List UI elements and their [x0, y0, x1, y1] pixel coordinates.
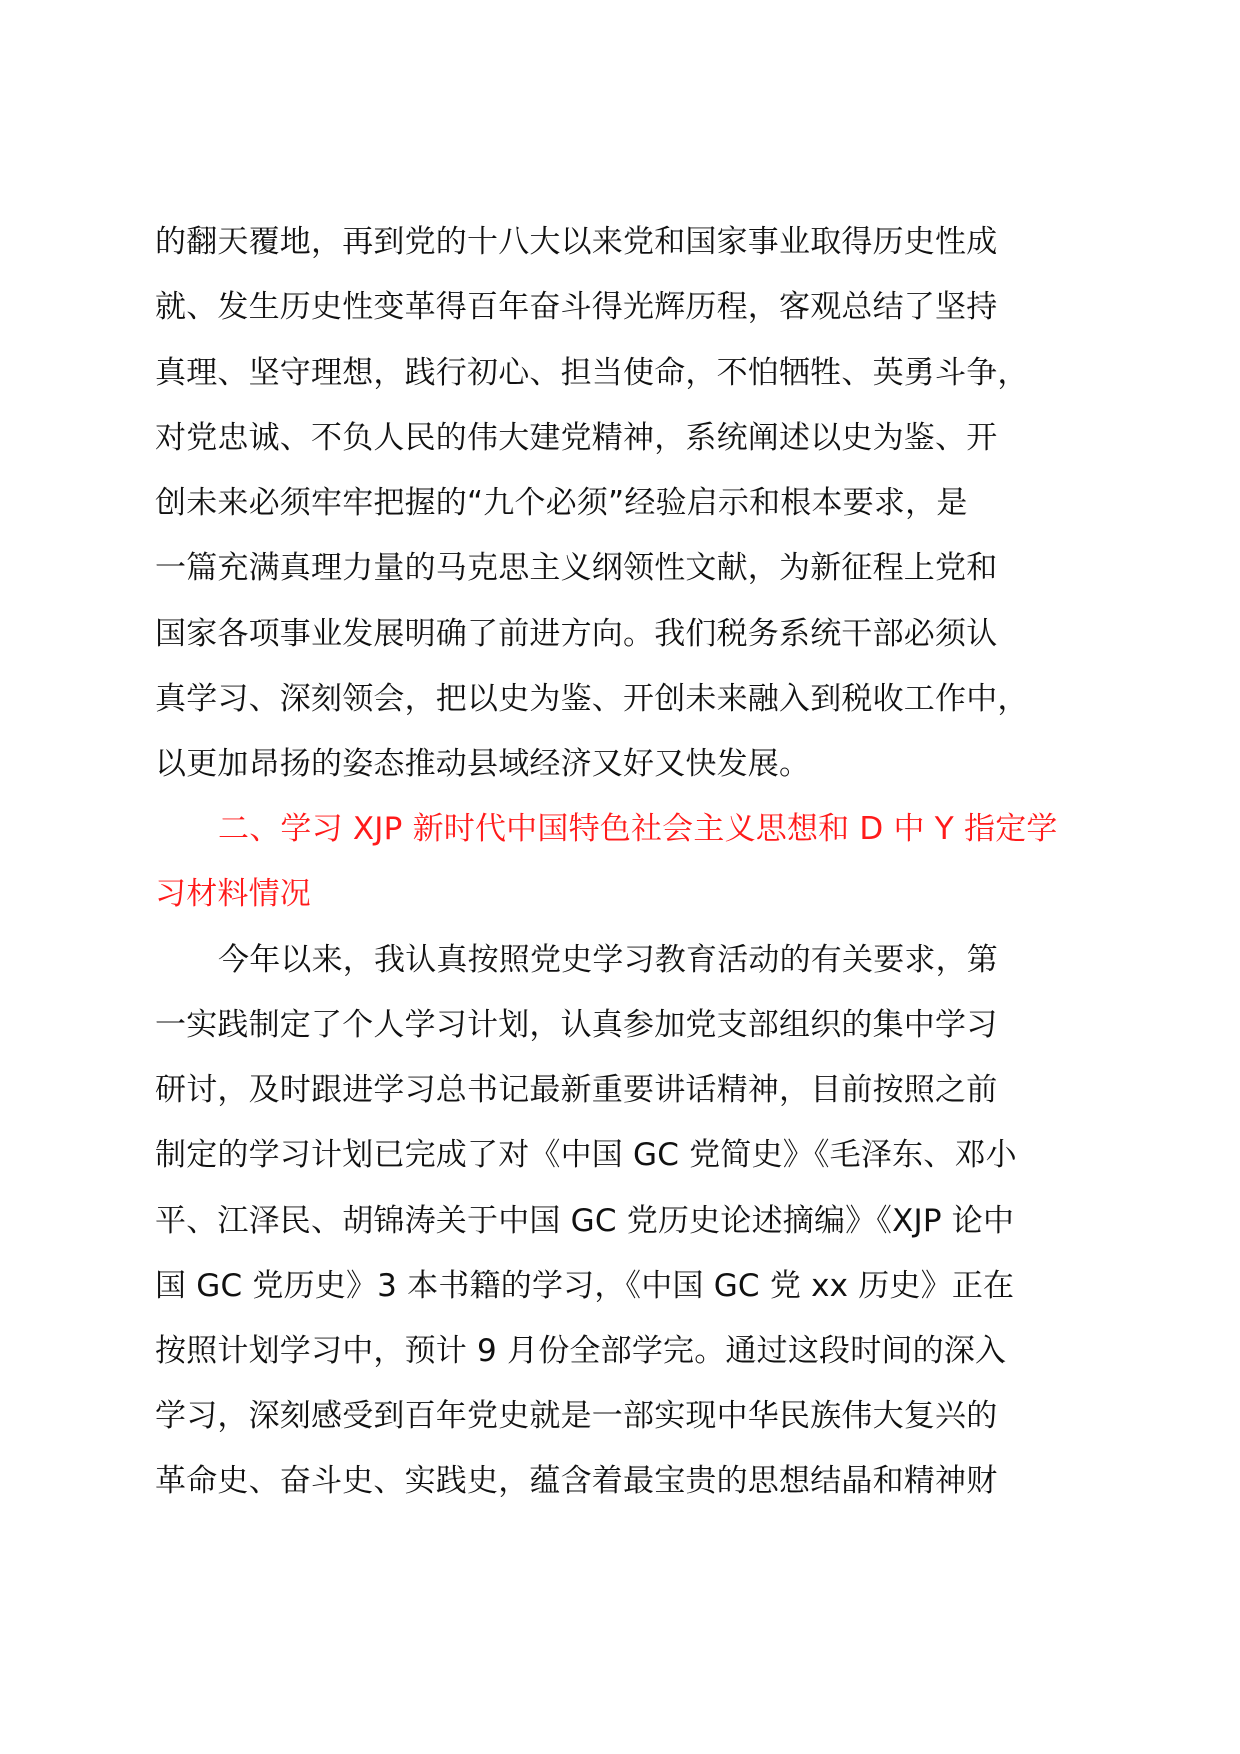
body-text-line: 国 GC 党历史》3 本书籍的学习，《中国 GC 党 xx 历史》正在: [155, 1268, 1015, 1304]
body-text-line: 学习，深刻感受到百年党史就是一部实现中华民族伟大复兴的: [155, 1398, 998, 1434]
body-text-line: 就、发生历史性变革得百年奋斗得光辉历程，客观总结了坚持: [155, 289, 998, 325]
body-text-line: 研讨，及时跟进学习总书记最新重要讲话精神，目前按照之前: [155, 1072, 998, 1108]
body-text-line: 按照计划学习中，预计 9 月份全部学完。通过这段时间的深入: [155, 1333, 1007, 1369]
body-text-line: 创未来必须牢牢把握的“九个必须”经验启示和根本要求，是: [155, 485, 968, 521]
body-text-line: 一篇充满真理力量的马克思主义纲领性文献，为新征程上党和: [155, 550, 998, 586]
body-text-line: 平、江泽民、胡锦涛关于中国 GC 党历史论述摘编》《XJP 论中: [155, 1203, 1015, 1239]
body-text-line: 真学习、深刻领会，把以史为鉴、开创未来融入到税收工作中，: [155, 681, 1029, 717]
section-heading: 习材料情况: [155, 876, 311, 912]
body-text-line: 以更加昂扬的姿态推动县域经济又好又快发展。: [155, 746, 811, 782]
body-text-line: 对党忠诚、不负人民的伟大建党精神，系统阐述以史为鉴、开: [155, 420, 998, 456]
body-text-line: 的翻天覆地，再到党的十八大以来党和国家事业取得历史性成: [155, 224, 998, 260]
body-text-line: 革命史、奋斗史、实践史，蕴含着最宝贵的思想结晶和精神财: [155, 1463, 998, 1499]
body-text-line: 一实践制定了个人学习计划，认真参加党支部组织的集中学习: [155, 1007, 998, 1043]
body-text-line: 制定的学习计划已完成了对《中国 GC 党简史》《毛泽东、邓小: [155, 1137, 1017, 1173]
body-text-line: 国家各项事业发展明确了前进方向。我们税务系统干部必须认: [155, 616, 998, 652]
body-text-line: 真理、坚守理想，践行初心、担当使命，不怕牺牲、英勇斗争，: [155, 355, 1029, 391]
section-heading: 二、学习 XJP 新时代中国特色社会主义思想和 D 中 Y 指定学: [218, 811, 1058, 847]
body-text-line: 今年以来，我认真按照党史学习教育活动的有关要求，第: [218, 942, 998, 978]
